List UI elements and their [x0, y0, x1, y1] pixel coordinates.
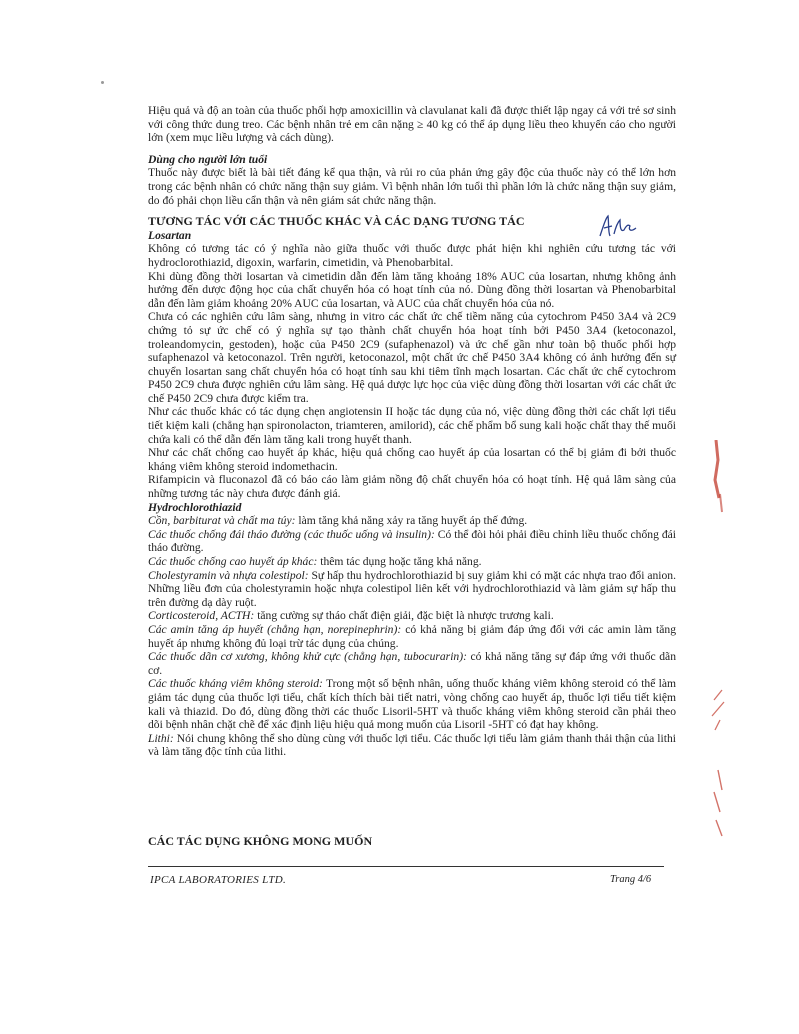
elderly-paragraph: Thuốc này được biết là bài tiết đáng kể qua thận, và rủi ro của phản ứng gây độc của thuốc này có thể lớn hơn trong các bệnh nhân có chức năng thận suy giảm. Vì bệnh nhân lớn tuổi thì phần lớn là chức năng thận suy giảm, do đó phải chọn liều cẩn thận và nên giám sát chức năng thận.	[148, 166, 676, 207]
hctz-item	[148, 528, 676, 555]
hctz-item-text: có khả năng tăng sự đáp ứng với thuốc dãn cơ.	[148, 650, 676, 677]
hctz-item-text: Có thể đòi hỏi phải điều chỉnh liều thuốc chống đái tháo đường.	[148, 527, 676, 555]
losartan-paragraph: Như các chất chống cao huyết áp khác, hiệu quả chống cao huyết áp của losartan có thể bị giảm đi bởi thuốc kháng viêm không steroid indomethacin.	[148, 446, 676, 473]
hctz-item-label: Corticosteroid, ACTH:	[148, 609, 255, 623]
hctz-item-text: thêm tác dụng hoặc tăng khả năng.	[317, 555, 482, 568]
losartan-paragraph: Như các thuốc khác có tác dụng chẹn angiotensin II hoặc tác dụng của nó, việc dùng đồng thời các chất lợi tiểu tiết kiệm kali (chẳng hạn spironolacton, triamteren, amilorid), các chế phẩm bổ sung kali hoặc chất thay thế muối chứa kali có thể dẫn đến làm tăng kali trong huyết thanh.	[148, 405, 676, 446]
hctz-item-label: Các thuốc dãn cơ xương, không khử cực (chẳng hạn, tubocurarin):	[148, 650, 467, 664]
footer-company: IPCA LABORATORIES LTD.	[150, 874, 287, 886]
hctz-item	[148, 732, 676, 759]
hctz-item-text: Sự hấp thu hydrochlorothiazid bị suy giảm khi có mặt các nhựa trao đổi anion. Những liều đơn của cholestyramin hoặc nhựa colestipol liên kết với hydrochlorothiazid và làm giảm sự hấp thu trên đường dạ dày ruột.	[148, 568, 676, 609]
adverse-effects-heading: CÁC TÁC DỤNG KHÔNG MONG MUỐN	[148, 834, 373, 848]
hctz-item-text: Trong một số bệnh nhân, uống thuốc kháng viêm không steroid có thể làm giảm tác dụng của thuốc lợi tiểu, chất kích thích bài tiết natri, vòng chống cao huyết áp, thuốc lợi tiểu tiết kiệm kali và thiazid. Do đó, dùng đồng thời các thuốc Lisoril-5HT và thuốc kháng viêm không steroid cần phải theo dõi bệnh nhân chặt chẽ để xác định liệu hiệu quả mong muốn của Lisoril -5HT có đạt hay không.	[148, 677, 676, 732]
losartan-paragraph: Khi dùng đồng thời losartan và cimetidin dẫn đến làm tăng khoảng 18% AUC của losartan, nhưng không ảnh hưởng đến dược động học của chất chuyển hóa có hoạt tính của nó. Dùng đồng thời losartan và Phenobarbital dẫn đến làm giảm khoảng 20% AUC của losartan, và AUC của chất chuyển hóa của nó.	[148, 269, 676, 310]
document-body	[148, 104, 676, 759]
hctz-item-label: Các thuốc chống cao huyết áp khác:	[148, 555, 318, 568]
losartan-paragraph: Chưa có các nghiên cứu lâm sàng, nhưng in vitro các chất ức chế tiềm năng của cytochrom P450 3A4 và 2C9 chứng tỏ sự ức chế có ý nghĩa sự tạo thành chất chuyển hóa hoạt tính bởi P450 3A4 (ketoconazol, troleandomycin, gestoden), hoặc của P450 2C9 (sufaphenazol) và ức chế gần như toàn bộ thuốc phối hợp sufaphenazol và ketoconazol. Trên người, ketoconazol, một chất ức chế P450 3A4 không có ảnh hưởng đến sự chuyển losartan sang chất chuyển hóa có hoạt tính sau khi tiêm tĩnh mạch losartan. Các chất ức chế cytochrom P450 2C9 chưa được nghiên cứu lâm sàng. Hệ quả dược lực học của việc dùng đồng thời losartan với các chất ức chế P450 2C9 chưa được kiểm tra.	[148, 310, 676, 405]
hctz-item	[148, 514, 676, 528]
hctz-item-text: có khả năng bị giảm đáp ứng đối với các amin làm tăng huyết áp nhưng không đủ loại trừ tác dụng của chúng.	[148, 622, 676, 650]
hctz-item	[148, 677, 676, 731]
signature-mark	[598, 214, 638, 240]
hctz-item	[148, 623, 676, 650]
scan-speck	[101, 81, 104, 84]
footer-page-number: Trang 4/6	[610, 874, 652, 885]
hctz-item-label: Các thuốc chống đái tháo đường (các thuốc uống và insulin):	[148, 527, 435, 541]
hctz-item-text: làm tăng khả năng xảy ra tăng huyết áp thế đứng.	[295, 514, 528, 528]
hctz-item-label: Cồn, barbiturat và chất ma túy:	[148, 514, 296, 528]
losartan-paragraph: Không có tương tác có ý nghĩa nào giữa thuốc với thuốc được phát hiện khi nghiên cứu tương tác với hydroclorothiazid, digoxin, warfarin, cimetidin, và Phenobarbital.	[148, 242, 676, 269]
losartan-heading: Losartan	[148, 228, 192, 242]
hctz-item-label: Các amin tăng áp huyết (chẳng hạn, norepinephrin):	[148, 622, 402, 636]
hctz-item-label: Cholestyramin và nhựa colestipol:	[148, 568, 309, 582]
hctz-item	[148, 555, 676, 569]
hctz-item	[148, 609, 676, 623]
stamp-fragment	[700, 440, 730, 860]
hctz-item-text: Nói chung không thể sho dùng cùng với thuốc lợi tiểu. Các thuốc lợi tiểu làm giảm thanh thải thận của lithi và làm tăng độc tính của lithi.	[148, 731, 676, 759]
footer-divider	[148, 866, 664, 867]
hctz-heading: Hydrochlorothiazid	[148, 500, 242, 514]
hctz-item	[148, 569, 676, 610]
elderly-heading: Dùng cho người lớn tuổi	[148, 152, 268, 166]
intro-paragraph: Hiệu quả và độ an toàn của thuốc phối hợp amoxicillin và clavulanat kali đã được thiết lập ngay cả với trẻ sơ sinh với công thức dung treo. Các bệnh nhân trẻ em cân nặng ≥ 40 kg có thể áp dụng liều theo khuyến cáo cho người lớn (xem mục liều lượng và cách dùng).	[148, 104, 676, 145]
losartan-paragraph: Rifampicin và fluconazol đã có báo cáo làm giảm nồng độ chất chuyển hóa có hoạt tính. Hệ quả lâm sàng của những tương tác này chưa được đánh giá.	[148, 473, 676, 501]
hctz-item-label: Các thuốc kháng viêm không steroid:	[148, 677, 323, 691]
hctz-item-text: tăng cường sự tháo chất điện giải, đặc biệt là nhược trương kali.	[254, 609, 554, 623]
hctz-item-label: Lithi:	[148, 731, 174, 745]
interactions-heading: TƯƠNG TÁC VỚI CÁC THUỐC KHÁC VÀ CÁC DẠNG TƯƠNG TÁC	[148, 214, 525, 229]
hctz-item	[148, 650, 676, 677]
